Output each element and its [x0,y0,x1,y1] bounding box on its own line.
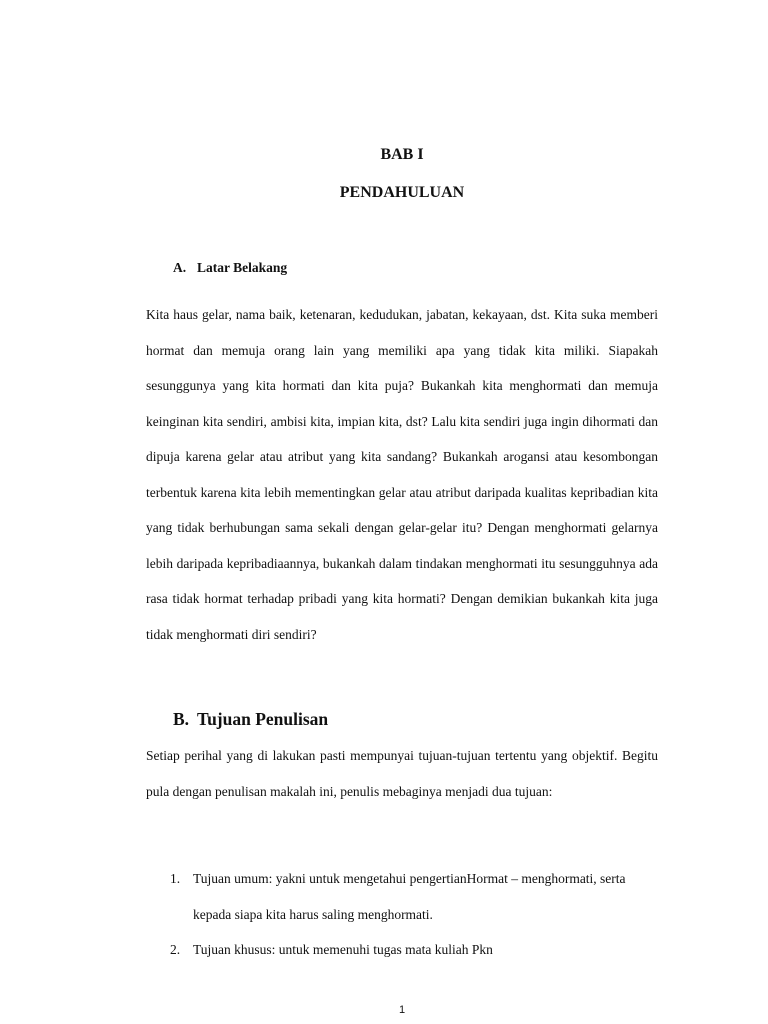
section-a-heading [173,260,287,276]
list-item [170,932,662,968]
chapter-title: PENDAHULUAN [339,184,465,201]
list-item-text: Tujuan khusus: untuk memenuhi tugas mata kuliah Pkn [193,942,493,957]
list-item [170,861,662,932]
section-a-paragraph: Kita haus gelar, nama baik, ketenaran, kedudukan, jabatan, kekayaan, dst. Kita suka memberi hormat dan memuja orang lain yang memiliki apa yang tidak kita miliki. Siapakah sesunggunya yang kita hormati dan kita puja? Bukankah kita menghormati dan memuja keinginan kita sendiri, ambisi kita, impian kita, dst? Lalu kita sendiri juga ingin dihormati dan dipuja karena gelar atau atribut yang kita sandang? Bukankah arogansi atau kesombongan terbentuk karena kita lebih mementingkan gelar atau atribut daripada kualitas kepribadian kita yang tidak berhubungan sama sekali dengan gelar-gelar itu? Dengan menghormati gelarnya lebih daripada kepribadiaannya, bukankah dalam tindakan menghormati itu sesungguhnya ada rasa tidak hormat terhadap pribadi yang kita hormati? Dengan demikian bukankah kita juga tidak menghormati diri sendiri? [146,307,658,642]
goals-list [170,861,662,968]
section-b-paragraph: Setiap perihal yang di lakukan pasti mempunyai tujuan-tujuan tertentu yang objektif. Begitu pula dengan penulisan makalah ini, penulis mebaginya menjadi dua tujuan: [146,748,658,799]
section-b-heading [173,709,328,730]
list-item-number: 2. [170,942,181,957]
list-item-text: Tujuan umum: yakni untuk mengetahui pengertianHormat – menghormati, serta kepada siapa kita harus saling menghormati. [193,871,626,922]
list-item-number: 1. [170,871,181,886]
section-b-title: Tujuan Penulisan [197,709,329,729]
page-number: 1 [398,1004,406,1016]
section-a-marker: A. [173,260,187,275]
section-b-marker: B. [173,709,190,729]
chapter-heading: BAB I [380,146,424,163]
section-a-title: Latar Belakang [197,260,288,275]
